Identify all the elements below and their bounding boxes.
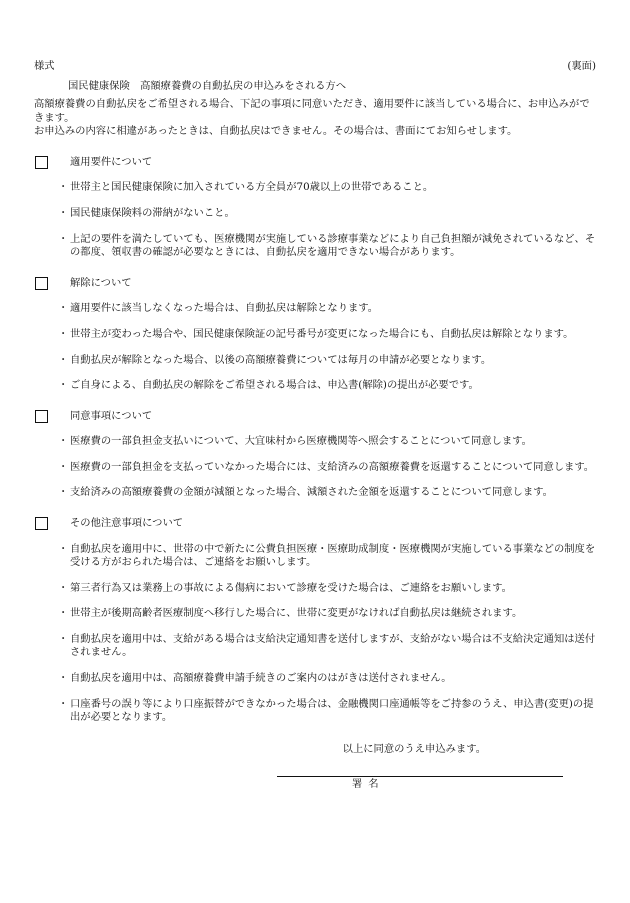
list-item: ・ 自動払戻が解除となった場合、以後の高額療養費については毎月の申請が必要となります。 [34, 354, 596, 368]
section-title: その他注意事項について [70, 516, 184, 529]
closing-statement: 以上に同意のうえ申込みます。 [342, 742, 486, 755]
list-item: ・ 自動払戻を適用中に、世帯の中で新たに公費負担医療・医療助成制度・医療機関が実施している事業などの制度を受ける方がおられた場合は、ご連絡をお願いします。 [34, 543, 596, 570]
eligibility-list [34, 181, 596, 259]
list-item: ・ 世帯主が変わった場合や、国民健康保険証の記号番号が変更になった場合にも、自動払戻は解除となります。 [34, 328, 596, 342]
list-item: ・ 適用要件に該当しなくなった場合は、自動払戻は解除となります。 [34, 302, 596, 316]
list-item: ・ 口座番号の誤り等により口座振替ができなかった場合は、金融機関口座通帳等をご持参のうえ、申込書(変更)の提出が必要となります。 [34, 698, 596, 725]
form-label: 様式 [34, 60, 55, 72]
signature-label: 署名 [352, 778, 385, 791]
eligibility-checkbox[interactable] [35, 156, 48, 169]
section-header-eligibility [34, 156, 596, 170]
intro-line: 高額療養費の自動払戻をご希望される場合、下記の事項に同意いただき、適用要件に該当している場合に、お申込みができます。 [34, 98, 590, 124]
section-header-cancellation [34, 277, 596, 291]
cancellation-list [34, 302, 596, 392]
list-item: ・ ご自身による、自動払戻の解除をご希望される場合は、申込書(解除)の提出が必要です。 [34, 379, 596, 393]
other-notes-list [34, 543, 596, 725]
signature-line[interactable] [277, 776, 563, 777]
form-page [34, 60, 596, 792]
list-item: ・ 支給済みの高額療養費の金額が減額となった場合、減額された金額を返還することについて同意します。 [34, 486, 596, 500]
section-title: 解除について [70, 276, 132, 289]
list-item: ・ 第三者行為又は業務上の事故による傷病において診療を受けた場合は、ご連絡をお願いします。 [34, 582, 596, 596]
list-item: ・ 自動払戻を適用中は、高額療養費申請手続きのご案内のはがきは送付されません。 [34, 672, 596, 686]
consent-checkbox[interactable] [35, 410, 48, 423]
section-title: 同意事項について [70, 409, 153, 422]
other-notes-checkbox[interactable] [35, 517, 48, 530]
list-item: ・ 世帯主と国民健康保険に加入されている方全員が70歳以上の世帯であること。 [34, 181, 596, 195]
form-header [34, 60, 596, 74]
section-header-consent [34, 410, 596, 424]
list-item: ・ 上記の要件を満たしていても、医療機関が実施している診療事業などにより自己負担額が減免されているなど、その都度、領収書の確認が必要なときには、自動払戻を適用できない場合があります。 [34, 233, 596, 260]
list-item: ・ 国民健康保険料の滞納がないこと。 [34, 207, 596, 221]
list-item: ・ 世帯主が後期高齢者医療制度へ移行した場合に、世帯に変更がなければ自動払戻は継続されます。 [34, 607, 596, 621]
list-item: ・ 自動払戻を適用中は、支給がある場合は支給決定通知書を送付しますが、支給がない場合は不支給決定通知は送付されません。 [34, 633, 596, 660]
consent-list [34, 435, 596, 500]
list-item: ・ 医療費の一部負担金支払いについて、大宜味村から医療機関等へ照会することについて同意します。 [34, 435, 596, 449]
intro-text [34, 98, 596, 139]
form-title: 国民健康保険 高額療養費の自動払戻の申込みをされる方へ [68, 79, 347, 92]
cancellation-checkbox[interactable] [35, 277, 48, 290]
intro-line: お申込みの内容に相違があったときは、自動払戻はできません。その場合は、書面にてお知らせします。 [34, 125, 518, 138]
section-title: 適用要件について [70, 155, 153, 168]
section-header-other-notes [34, 517, 596, 531]
list-item: ・ 医療費の一部負担金を支払っていなかった場合には、支給済みの高額療養費を返還することについて同意します。 [34, 461, 596, 475]
back-side-label: (裏面) [567, 60, 596, 72]
